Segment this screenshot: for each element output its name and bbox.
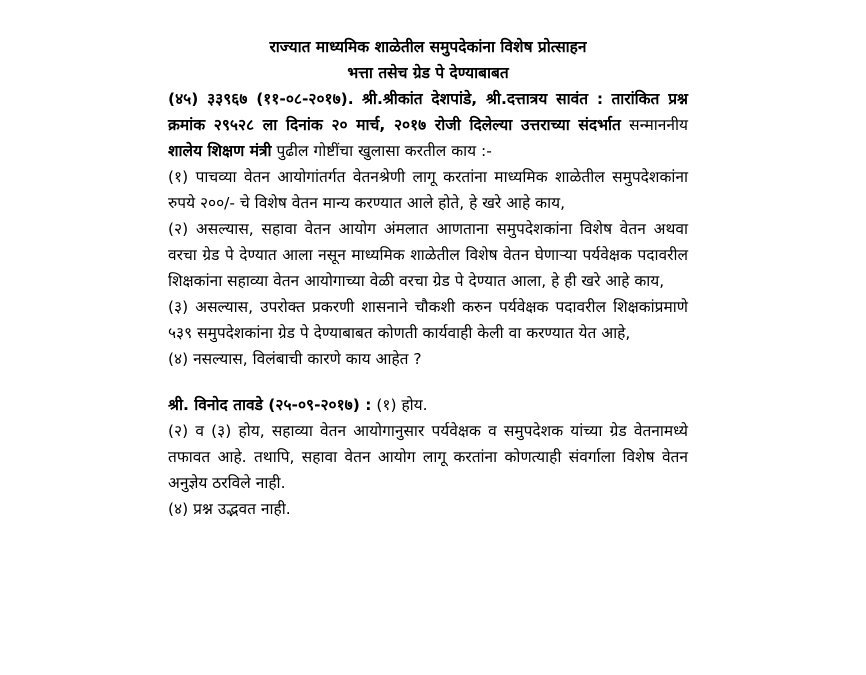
section-spacer <box>168 372 688 392</box>
answer-first-line <box>168 392 688 418</box>
question-number-date: (४५) ३३९६७ (११-०८-२०१७). <box>168 90 354 108</box>
question-item: (२) असल्यास, सहावा वेतन आयोग अंमलात आणताना समुपदेशकांना विशेष वेतन अथवा वरचा ग्रेड पे देण्यात आला नसून माध्यमिक शाळेतील विशेष वेतन घेणाऱ्या पर्यवेक्षक पदावरील शिक्षकांना सहाव्या वेतन आयोगाच्या वेळी वरचा ग्रेड पे देण्यात आला, हे ही खरे आहे काय, <box>168 220 688 290</box>
answer-respondent: श्री. विनोद तावडे (२५-०९-२०१७) : <box>168 396 372 414</box>
question-members: श्री.श्रीकांत देशपांडे, श्री.दत्तात्रय सावंत : <box>361 90 604 108</box>
question-minister: शालेय शिक्षण मंत्री <box>168 142 272 160</box>
document-page <box>168 34 688 522</box>
question-item: (४) नसल्यास, विलंबाची कारणे काय आहेत ? <box>168 350 422 368</box>
document-title-line-1: राज्यात माध्यमिक शाळेतील समुपदेकांना विशेष प्रोत्साहन <box>269 38 587 56</box>
question-intro-tail: पुढील गोष्टींचा खुलासा करतील काय :- <box>276 142 492 160</box>
question-honorific: सन्माननीय <box>629 116 688 134</box>
question-item: (३) असल्यास, उपरोक्त प्रकरणी शासनाने चौकशी करुन पर्यवेक्षक पदावरील शिक्षकांप्रमाणे ५३९ समुपदेशकांना ग्रेड पे देण्याबाबत कोणती कार्यवाही केली वा करण्यात येत आहे, <box>168 298 688 342</box>
question-item: (१) पाचव्या वेतन आयोगांतर्गत वेतनश्रेणी लागू करतांना माध्यमिक शाळेतील समुपदेशकांना रुपये २००/- चे विशेष वेतन मान्य करण्यात आले होते, हे खरे आहे काय, <box>168 168 688 212</box>
answer-item: (२) व (३) होय, सहाव्या वेतन आयोगानुसार पर्यवेक्षक व समुपदेशक यांच्या ग्रेड वेतनामध्ये तफावत आहे. तथापि, सहावा वेतन आयोग लागू करतांना कोणत्याही संवर्गाला विशेष वेतन अनुज्ञेय ठरविले नाही. <box>168 422 688 492</box>
question-reference: तारांकित प्रश्न क्रमांक २९५२८ ला दिनांक २० मार्च, २०१७ रोजी दिलेल्या उत्तराच्या संदर्भात <box>168 90 688 134</box>
answer-item: (४) प्रश्न उद्भवत नाही. <box>168 500 291 518</box>
answer-item-1: (१) होय. <box>376 396 428 414</box>
question-intro <box>168 86 688 164</box>
document-title-line-2: भत्ता तसेच ग्रेड पे देण्याबाबत <box>347 64 509 82</box>
